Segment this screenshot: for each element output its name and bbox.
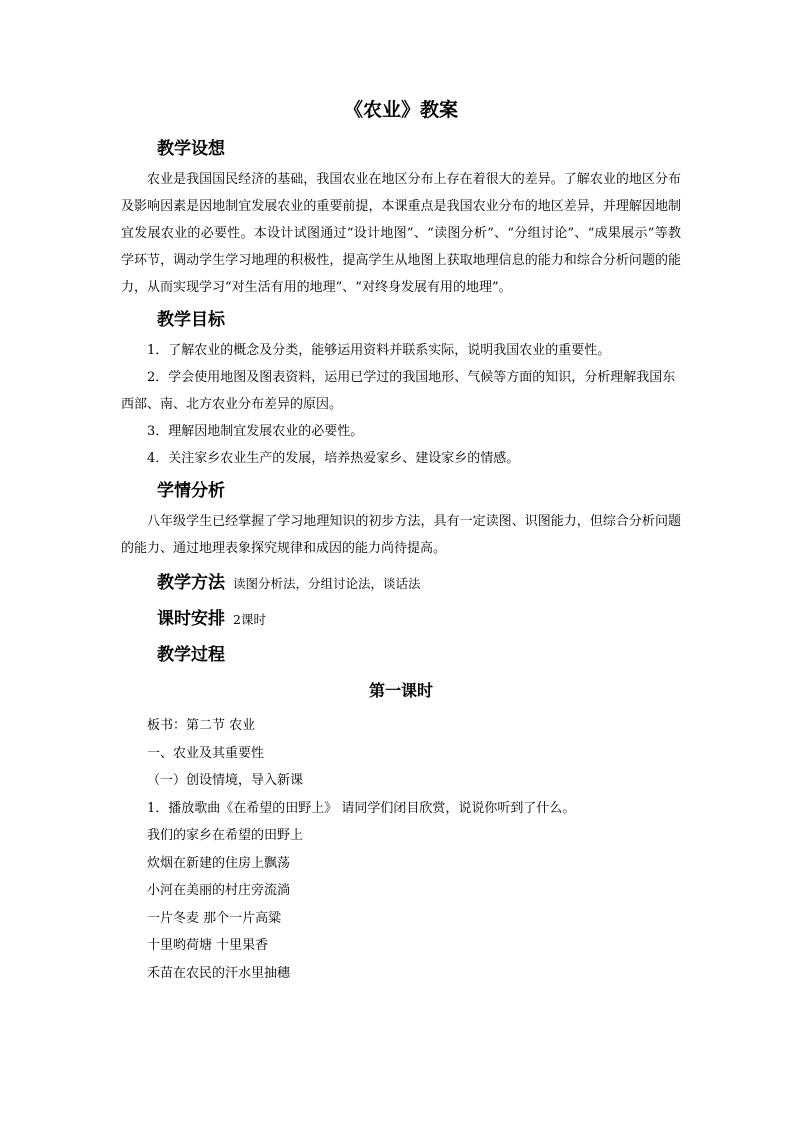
teaching-method-value: 读图分析法，分组讨论法，谈话法	[233, 576, 421, 591]
goal-item-2: 2．学会使用地图及图表资料，运用已学过的我国地形、气候等方面的知识，分析理解我国东西部、南、北方农业分布差异的原因。	[121, 370, 676, 412]
heading-teaching-idea: 教学设想	[157, 139, 225, 159]
goal-item-3: 3．理解因地制宜发展农业的必要性。	[147, 424, 364, 439]
lyric-line-3: 小河在美丽的村庄旁流淌	[147, 883, 291, 898]
lyric-line-6: 禾苗在农民的汗水里抽穗	[147, 965, 291, 981]
lesson-line-3: （一）创设情境，导入新课	[147, 773, 304, 788]
heading-lesson-1: 第一课时	[368, 681, 433, 700]
lyric-line-5: 十里哟荷塘 十里果香	[147, 938, 269, 953]
heading-schedule: 课时安排	[157, 609, 225, 629]
heading-teaching-process: 教学过程	[157, 645, 225, 665]
heading-student-analysis: 学情分析	[157, 481, 225, 501]
paragraph-teaching-idea: 农业是我国国民经济的基础，我国农业在地区分布上存在着很大的差异。了解农业的地区分布及影响因素是因地制宜发展农业的重要前提，本课重点是我国农业分布的地区差异，并理解因地制宜发展农业的必要性。本设计试图通过“设计地图”、“读图分析”、“分组讨论”、“成果展示”等教学环节，调动学生学习地理的积极性，提高学生从地图上获取地理信息的能力和综合分析问题的能力，从而实现学习“对生活有用的地理”、“对终身发展有用的地理”。	[121, 172, 681, 295]
lyric-line-4: 一片冬麦 那个一片高粱	[147, 910, 282, 926]
lyric-line-2: 炊烟在新建的住房上飘荡	[147, 855, 291, 871]
goal-item-4: 4．关注家乡农业生产的发展，培养热爱家乡、建设家乡的情感。	[147, 451, 520, 466]
document-title: 《农业》教案	[343, 99, 458, 121]
heading-teaching-method: 教学方法	[157, 573, 225, 593]
lesson-line-2: 一、农业及其重要性	[147, 745, 265, 761]
lesson-line-1: 板书：第二节 农业	[147, 718, 256, 733]
teaching-method-row	[157, 570, 681, 596]
heading-teaching-goals: 教学目标	[157, 310, 225, 330]
lesson-line-4: 1．播放歌曲《在希望的田野上》 请同学们闭目欣赏，说说你听到了什么。	[147, 800, 576, 816]
schedule-value: 2课时	[233, 612, 266, 627]
paragraph-student-analysis: 八年级学生已经掌握了学习地理知识的初步方法，具有一定读图、识图能力，但综合分析问题的能力、通过地理表象探究规律和成因的能力尚待提高。	[121, 514, 681, 556]
goal-item-1: 1．了解农业的概念及分类，能够运用资料并联系实际，说明我国农业的重要性。	[147, 343, 611, 358]
schedule-row	[157, 606, 681, 632]
document-page	[121, 96, 681, 987]
lyric-line-1: 我们的家乡在希望的田野上	[147, 828, 304, 843]
